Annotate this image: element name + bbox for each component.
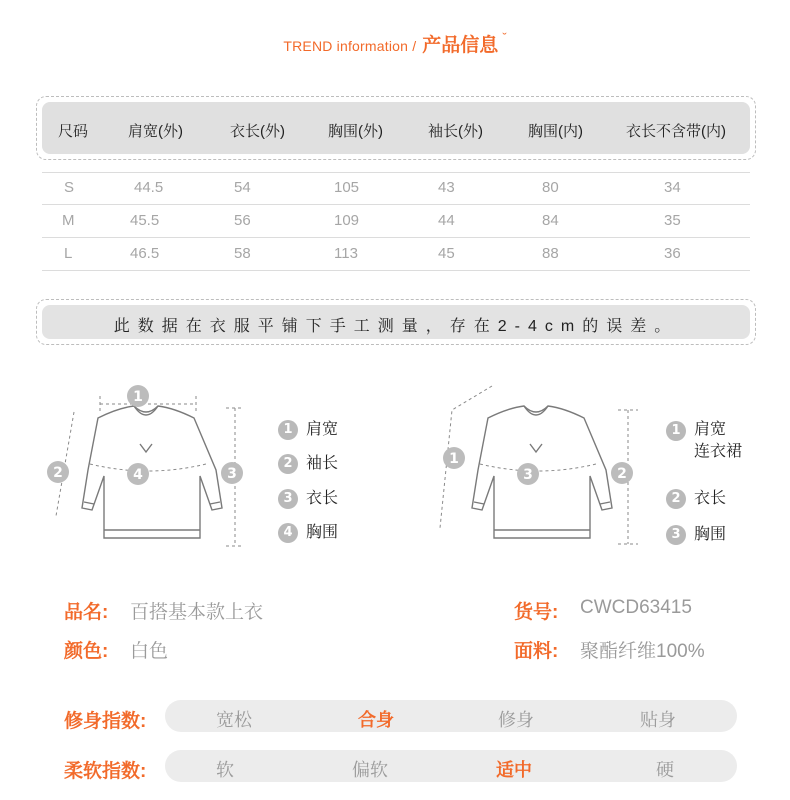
product-sku-value: CWCD63415 [580,597,692,618]
number-4-icon: 4 [278,523,298,543]
marker-1-label: 1 [133,389,143,405]
table-cell: 58 [234,245,251,262]
marker-3-label: 3 [227,466,237,482]
soft-option-medium-selected: 适中 [496,760,532,780]
column-header-length: 衣长(外) [230,123,285,140]
table-cell: S [64,179,75,196]
legend-label: 袖长 [306,455,339,472]
legend-item-length [666,488,726,510]
marker-1 [127,385,149,407]
column-header-size: 尺码 [58,123,89,140]
table-cell: 44.5 [134,179,164,196]
table-cell: 54 [234,179,251,196]
section-title [0,30,790,57]
product-name-value: 百搭基本款上衣 [130,602,264,623]
table-cell: 105 [334,179,360,196]
measurement-note: 此数据在衣服平铺下手工测量，存在2-4cm的误差。 [113,318,679,335]
legend-label-secondary: 连衣裙 [694,443,743,460]
table-cell: 45 [438,245,455,262]
marker-1-label: 1 [449,451,459,467]
row-divider [42,237,750,238]
number-3-icon: 3 [278,489,298,509]
number-1-icon: 1 [666,421,686,441]
table-cell: M [62,212,75,229]
fit-option-regular-selected: 合身 [358,710,394,730]
legend-label: 胸围 [694,526,727,543]
column-header-shoulder: 肩宽(外) [128,123,183,140]
garment-diagram-left [40,378,270,560]
table-cell: 80 [542,179,559,196]
legend-item-chest [666,524,726,546]
table-cell: 34 [664,179,681,196]
soft-option-soft: 软 [216,760,234,780]
row-divider [42,204,750,205]
product-color-label: 颜色: [64,641,109,662]
legend-label: 肩宽 [694,421,727,438]
table-cell: 56 [234,212,251,229]
marker-2-label: 2 [53,465,63,481]
marker-4-label: 4 [133,467,143,483]
marker-3 [221,462,243,484]
table-cell: L [64,245,73,262]
product-sku-label: 货号: [514,602,559,623]
soft-index-bar [165,750,737,782]
legend-item-shoulder [278,419,338,441]
soft-option-hard: 硬 [656,760,674,780]
fit-option-slim: 修身 [498,710,534,730]
table-cell: 109 [334,212,360,229]
number-2-icon: 2 [666,489,686,509]
legend-item-sleeve [278,453,338,475]
number-3-icon: 3 [666,525,686,545]
number-1-icon: 1 [278,420,298,440]
table-cell: 35 [664,212,681,229]
legend-label: 衣长 [306,490,339,507]
marker-2 [611,462,633,484]
product-color-value: 白色 [130,641,169,662]
table-cell: 84 [542,212,559,229]
column-header-chest-outer: 胸围(外) [328,123,383,140]
table-cell: 43 [438,179,455,196]
product-name-label: 品名: [64,602,109,623]
legend-item-shoulder-dress [666,419,742,463]
legend-label: 肩宽 [306,421,339,438]
marker-2 [47,461,69,483]
marker-3 [517,463,539,485]
column-header-length-no-strap: 衣长不含带(内) [626,123,726,140]
table-cell: 36 [664,245,681,262]
row-divider [42,172,750,173]
table-cell: 88 [542,245,559,262]
number-2-icon: 2 [278,454,298,474]
table-cell: 113 [334,245,358,262]
marker-2-label: 2 [617,466,627,482]
product-material-label: 面料: [514,641,559,662]
soft-index-label: 柔软指数: [64,761,147,782]
title-tick-icon: ˇ [502,30,507,45]
marker-4 [127,463,149,485]
legend-label: 衣长 [694,490,727,507]
title-english: TREND information / [283,38,417,54]
marker-1 [443,447,465,469]
column-header-chest-inner: 胸围(内) [528,123,583,140]
product-material-value: 聚酯纤维100% [580,641,705,662]
row-divider [42,270,750,271]
fit-option-tight: 贴身 [640,710,676,730]
fit-option-loose: 宽松 [216,710,252,730]
soft-option-slightly-soft: 偏软 [352,760,388,780]
fit-index-label: 修身指数: [64,711,147,732]
table-cell: 46.5 [130,245,160,262]
table-cell: 45.5 [130,212,160,229]
marker-3-label: 3 [523,467,533,483]
legend-item-length [278,488,338,510]
table-cell: 44 [438,212,455,229]
title-chinese: 产品信息 [422,35,499,56]
garment-diagram-right [432,378,652,560]
legend-item-chest [278,522,338,544]
column-header-sleeve: 袖长(外) [428,123,483,140]
legend-label: 胸围 [306,524,339,541]
